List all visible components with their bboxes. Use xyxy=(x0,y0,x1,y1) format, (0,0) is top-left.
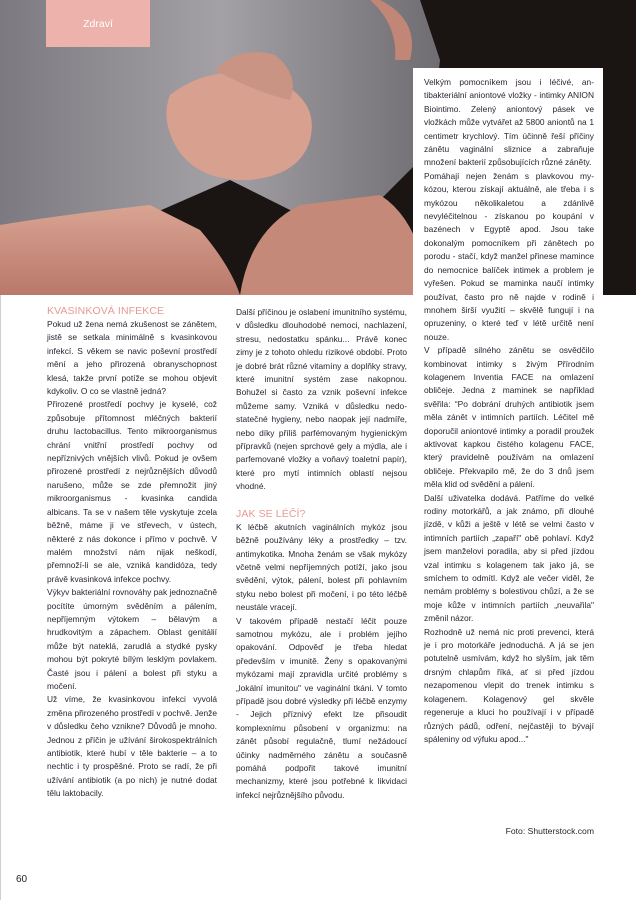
paragraph: Velkým pomocníkem jsou i léčivé, antibakteriální aniontové vložky - intimky ANION Biointimo. Zelený aniontový pásek ve vložkách může vytvářet až 5800 aniontů na 1 centimetr krychlový. Tím účinně řeší příčiny zánětu vaginální sliznice a zabraňuje množení bakterií způsobujících různé záněty. xyxy=(424,77,594,168)
photo-credit: Foto: Shutterstock.com xyxy=(505,826,594,836)
column-left xyxy=(47,304,217,801)
paragraph: Pomáhají nejen ženám s plavkovou mykózou, kterou získají aktuálně, ale třeba i s mykózou několikaletou a zdánlivě nevyléčitelnou - získanou po koupání v bazénech v Egyptě apod. Jsou take dokonalým pomocníkem při zánětech po porodu - stačí, když manžel přinese mamince do nemocnice balíček intimek a problem je vyřešen. Pokud se maminka naučí intimky používat, často pro ně najde v rodině i mnohem širší využití – skvělě fungují i na opruzeniny, o které teď v létě určitě není nouze. xyxy=(424,170,594,342)
page-number: 60 xyxy=(16,874,28,885)
heading-treatment: JAK SE LÉČÍ? xyxy=(236,507,306,520)
paragraph: Další příčinou je oslabení imunitního systému, v důsledku dlouhodobé nemoci, nachlazení, stresu, nedostatku spánku... Právě konec zimy je z tohoto ohledu rizikové období. Proto je dobré brát různé vitamíny a doplňky stravy, které imunitní systém zase nakopnou. Bohužel si často za vznik poševní infekce můžeme samy. Vzniká v důsledku nedostatečné hygieny, nebo naopak její nadmíře, nebo díky příliš parfémovaným hygienickým přípravků (nejen sprchové gely a mýdla, ale i parfemované vložky a voňavý toaletní papír), které pro mytí intimních oblastí nejsou vhodné. xyxy=(236,307,407,492)
paragraph: Výkyv bakteriální rovnováhy pak jednoznačně pocítíte úmorným svěděním a pálením, nepříjemným výtokem – bělavým a hrudkovitým a zápachem. Oblast genitálií může být nateklá, zarudlá a stydké pysky mohou být pokryté bílým lesklým povlakem. Časté jsou i pálení a bolest při styku a močení. xyxy=(47,587,217,691)
paragraph: V takovém případě nestačí léčit pouze samotnou mykózu, ale i problém jejího opakování. Odpověď je třeba hledat především v imunitě. Ženy s opakovanými mykózami mají zpravidla určité problémy s „lokální imunitou" ve vaginální tkáni. V tomto případě jsou dobré výsledky při léčbě enzymy - Jejich příznivý efekt lze přisoudit komplexnímu působení v organizmu: na zánět působí regulačně, tlumí nežádoucí účinky nadměrného zánětu a současně pomáhá podpořit takové imunitní mechanizmy, které jsou potřebné k likvidaci infekcí nejrůznějšího původu. xyxy=(236,615,407,800)
paragraph: K léčbě akutních vaginálních mykóz jsou běžně používány léky a prostředky – tzv. antimykotika. Mnoha ženám se však mykózy včetně velmi nepříjemných potíží, jako jsou svědění, výtok, pálení, bolest při pohlavním styku nebo bolest při močení, i po této léčbě neustále vracejí. xyxy=(236,521,407,613)
paragraph: Už víme, že kvasinkovou infekci vyvolá změna přirozeného prostředí v pochvě. Jenže v důsledku čeho vznikne? Důvodů je mnoho. Jednou z příčin je užívání širokospektrálních antibiotik, které hubí v těle bakterie – a to nechtic i ty prospěšné. Proto se radí, že při užívání antibiotik (a po nich) je nutné dodat tělu laktobacily. xyxy=(47,694,217,799)
section-tag: Zdraví xyxy=(46,0,150,47)
column-middle xyxy=(236,306,407,802)
column-right xyxy=(424,76,594,746)
paragraph: Pokud už žena nemá zkušenost se zánětem, jistě se setkala minimálně s kvasinkovou infekcí. S věkem se navic poševní prostředí mění a jeho přirozená obranyschopnost klesá, takže první potíže se mohou objevit kdykoliv. O co se vlastně jedná? xyxy=(47,319,217,397)
paragraph: Rozhodně už nemá nic proti prevenci, která je i pro motorkáře jednoduchá. A já se jen potutelně usmívám, když ho slyším, jak těm drsným chlapům říká, ať si před jízdou nezapomenou vlepit do trenek intimku s kolagenem. Kolagenový gel skvěle regeneruje a kluci ho používají i v případě různých pádů, odření, nejčastěji to bývají spáleniny od výfuku apod..." xyxy=(424,626,594,744)
paragraph: Přirozené prostředí pochvy je kyselé, což způsobuje přítomnost mléčných bakterií druhu lactobacillus. Tento mikroorganismus chrání vnitřní prostředí pochvy od nepříznivých vnějších vlivů. Pokud je ovšem přirozené prostředí z nejrůznějších důvodů narušeno, může se zde přemnožit jiný mikroorganismus - kvasinka candida albicans. Ta se v našem těle vyskytuje zcela běžně, máme ji ve střevech, v ústech, některé z nás dokonce i přímo v pochvě. V malém množství nám nijak neškodí, přemnoží-li se ale, vzniká kandidóza, tedy právě kvasinková infekce pochvy. xyxy=(47,399,217,584)
heading-yeast-infection: KVASINKOVÁ INFEKCE xyxy=(47,305,165,317)
page-edge-line xyxy=(0,295,1,900)
paragraph: V případě silného zánětu se osvědčilo kombinovat intimky s živým Přírodním kolagenem Inventia FACE na omlazení obličeje. Jedna z maminek se například svěřila: “Po dobrání druhých antibiotik jsem měla zánět v intimních partiích. Léčitel mě doporučil aniontové intimky a poradil proužek aktivovat kapkou čistého kolagenu FACE, který pravidelně používám na omlazení obličeje. Překvapilo mě, že do 3 dnů jsem měla klid od svědění a pálení. xyxy=(424,345,594,490)
paragraph: Další uživatelka dodává. Patříme do velké rodiny motorkářů, a jak známo, při dlouhé jízdě, v kůži a ještě v létě se velmi často v intimních partiích „zapaří" obě pohlaví. Když jsem manželovi poradila, aby si před jízdou vzal intimku s kolagenem tak jako já, se smíchem to odmítl. Když ale večer viděl, že nemám problémy s bolestivou chůzí, a že se moje kůže v intimních partiích „neuvařila" změnil názor. xyxy=(424,492,594,624)
